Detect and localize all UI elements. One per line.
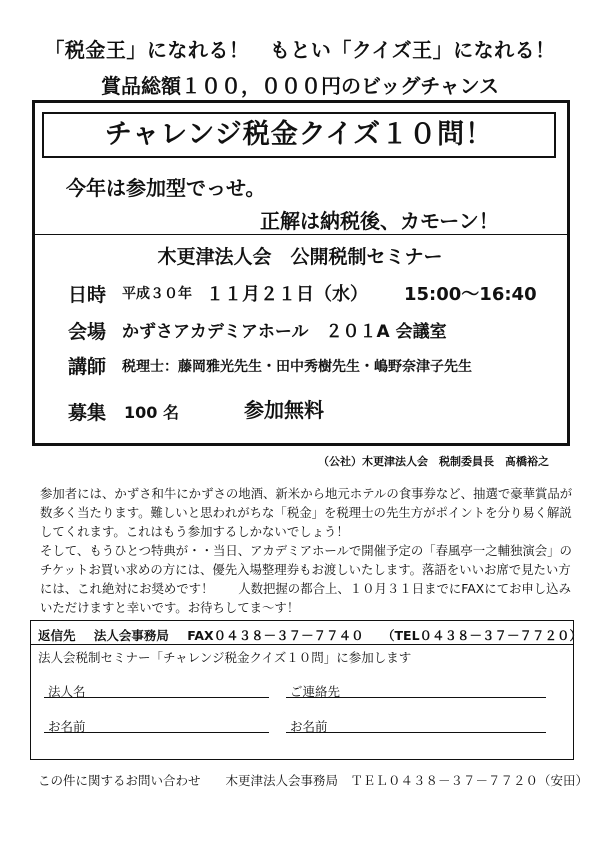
date-era: 平成３０年 [122, 286, 192, 302]
tagline-2: 正解は納税後、カモーン！ [260, 209, 499, 233]
capacity-value: 100 名 [124, 403, 179, 422]
body-line: 数多く当たります。難しいと思われがちな「税金」を税理士の先生方がポイントを分り易く解説 [40, 505, 572, 520]
header-line-1: 「税金王」になれる！ もとい「クイズ王」になれる！ [44, 38, 556, 62]
tel-number: （TEL０４３８－３７－７７２０） [382, 628, 583, 643]
corp-name-field[interactable] [44, 697, 269, 698]
name-field-1[interactable] [44, 732, 269, 733]
fax-number: FAX０４３８－３７－７７４０ [187, 628, 364, 643]
lecturer-value: 税理士：藤岡雅光先生・田中秀樹先生・嶋野奈津子先生 [122, 359, 472, 375]
body-line: いただけますと幸いです。お待ちしてま～す！ [40, 600, 300, 615]
name-label-1: お名前 [48, 719, 86, 734]
recruit-label: 募集 [68, 402, 107, 424]
reply-label: 返信先 [38, 628, 76, 643]
form-divider [30, 644, 574, 645]
contact-field[interactable] [286, 697, 546, 698]
office-name: 法人会事務局 [93, 628, 169, 643]
venue-label: 会場 [68, 321, 107, 343]
sponsor-line: （公社）木更津法人会 税制委員長 髙橋裕之 [318, 455, 549, 468]
body-line: チケットお買い求めの方には、優先入場整理券もお渡しいたします。落語をいいお席で見たい方 [40, 562, 571, 577]
date-label: 日時 [68, 284, 107, 306]
corp-name-label: 法人名 [48, 684, 86, 699]
box-divider [35, 234, 567, 235]
quiz-title: チャレンジ税金クイズ１０問！ [42, 112, 556, 158]
lecturer-label: 講師 [68, 356, 107, 378]
contact-footer: この件に関するお問い合わせ 木更津法人会事務局 ＴＥＬ０４３８－３７－７７２０（安田） [38, 773, 589, 788]
date-value: １１月２１日（水） [206, 284, 368, 305]
tagline-1: 今年は参加型でっせ。 [66, 176, 266, 200]
body-line: してくれます。これはもう参加するしかないでしょう！ [40, 524, 349, 539]
body-line: そして、もうひとつ特典が・・当日、アカデミアホールで開催予定の「春風亭一之輔独演会」の [40, 543, 572, 558]
body-line: には、これ絶対にお奨めです！ 人数把握の都合上、１０月３１日までにFAXにてお申し込み [40, 581, 571, 596]
participation-statement: 法人会税制セミナー「チャレンジ税金クイズ１０問」に参加します [38, 650, 412, 665]
name-field-2[interactable] [286, 732, 546, 733]
body-line: 参加者には、かずさ和牛にかずさの地酒、新米から地元ホテルの食事券など、抽選で豪華賞品が [40, 486, 573, 501]
seminar-title: 木更津法人会 公開税制セミナー [157, 246, 443, 268]
free-admission: 参加無料 [244, 398, 324, 422]
venue-value: かずさアカデミアホール ２０１A 会議室 [122, 322, 447, 342]
reply-header [38, 626, 596, 644]
body-text [40, 484, 575, 617]
time-value: 15:00～16:40 [404, 284, 537, 305]
name-label-2: お名前 [290, 719, 328, 734]
header-line-2: 賞品総額１００，０００円のビッグチャンス [101, 74, 499, 98]
contact-label: ご連絡先 [290, 684, 341, 699]
